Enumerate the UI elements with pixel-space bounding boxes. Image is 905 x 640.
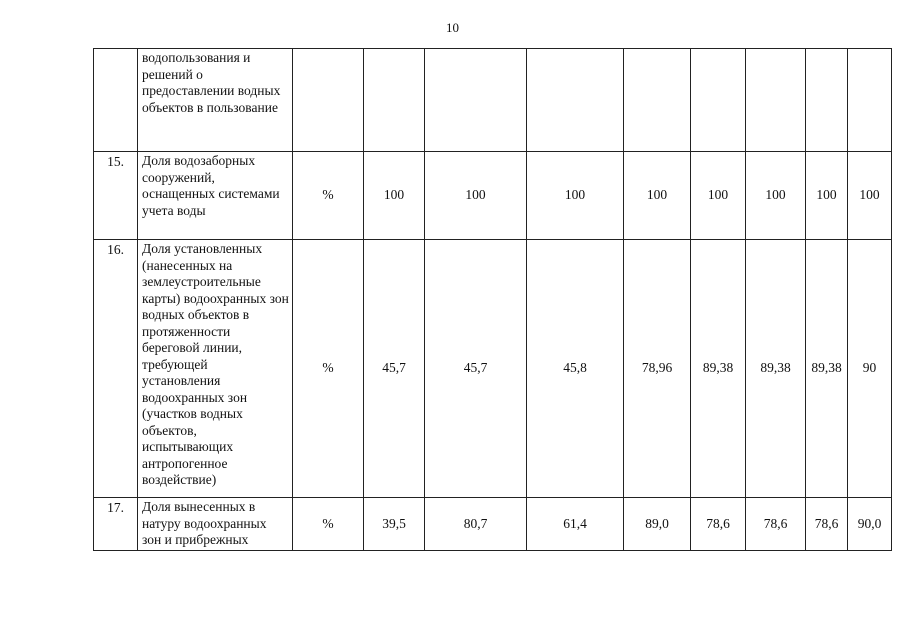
value-cell: 45,7 xyxy=(364,240,425,498)
value-cell: 89,38 xyxy=(691,240,746,498)
value-cell: 100 xyxy=(624,152,691,240)
value-cell xyxy=(527,49,624,152)
value-cell: 89,38 xyxy=(746,240,806,498)
value-cell: 100 xyxy=(806,152,848,240)
value-cell: 78,96 xyxy=(624,240,691,498)
value-cell: 80,7 xyxy=(425,498,527,551)
value-cell: 61,4 xyxy=(527,498,624,551)
indicator-name: водопользования и решений о предоставлении водных объектов в пользование xyxy=(138,49,293,152)
table-row xyxy=(94,240,892,498)
page-number: 10 xyxy=(446,20,459,35)
value-cell: 100 xyxy=(364,152,425,240)
value-cell xyxy=(848,49,892,152)
value-cell: 78,6 xyxy=(691,498,746,551)
indicator-name: Доля вынесенных в натуру водоохранных зон и прибрежных xyxy=(138,498,293,551)
value-cell xyxy=(425,49,527,152)
value-cell: 45,7 xyxy=(425,240,527,498)
indicator-name: Доля установленных (нанесенных на землеустроительные карты) водоохранных зон водных объектов в протяженности береговой линии, требующей установления водоохранных зон (участков водных объектов, испытывающих антропогенное воздействие) xyxy=(138,240,293,498)
table-row xyxy=(94,152,892,240)
unit-cell: % xyxy=(293,498,364,551)
value-cell: 100 xyxy=(746,152,806,240)
value-cell xyxy=(364,49,425,152)
value-cell: 78,6 xyxy=(746,498,806,551)
table-body xyxy=(94,49,892,551)
row-number xyxy=(94,49,138,152)
value-cell: 39,5 xyxy=(364,498,425,551)
value-cell: 45,8 xyxy=(527,240,624,498)
indicators-table xyxy=(93,48,892,551)
value-cell: 90 xyxy=(848,240,892,498)
value-cell: 100 xyxy=(527,152,624,240)
unit-cell xyxy=(293,49,364,152)
unit-cell: % xyxy=(293,152,364,240)
unit-cell: % xyxy=(293,240,364,498)
table-row xyxy=(94,498,892,551)
value-cell: 100 xyxy=(848,152,892,240)
value-cell xyxy=(806,49,848,152)
value-cell: 78,6 xyxy=(806,498,848,551)
value-cell: 89,0 xyxy=(624,498,691,551)
value-cell: 100 xyxy=(691,152,746,240)
table-row xyxy=(94,49,892,152)
row-number: 17. xyxy=(94,498,138,551)
row-number: 15. xyxy=(94,152,138,240)
value-cell xyxy=(746,49,806,152)
value-cell xyxy=(624,49,691,152)
value-cell xyxy=(691,49,746,152)
value-cell: 89,38 xyxy=(806,240,848,498)
value-cell: 100 xyxy=(425,152,527,240)
value-cell: 90,0 xyxy=(848,498,892,551)
indicator-name: Доля водозаборных сооружений, оснащенных системами учета воды xyxy=(138,152,293,240)
row-number: 16. xyxy=(94,240,138,498)
